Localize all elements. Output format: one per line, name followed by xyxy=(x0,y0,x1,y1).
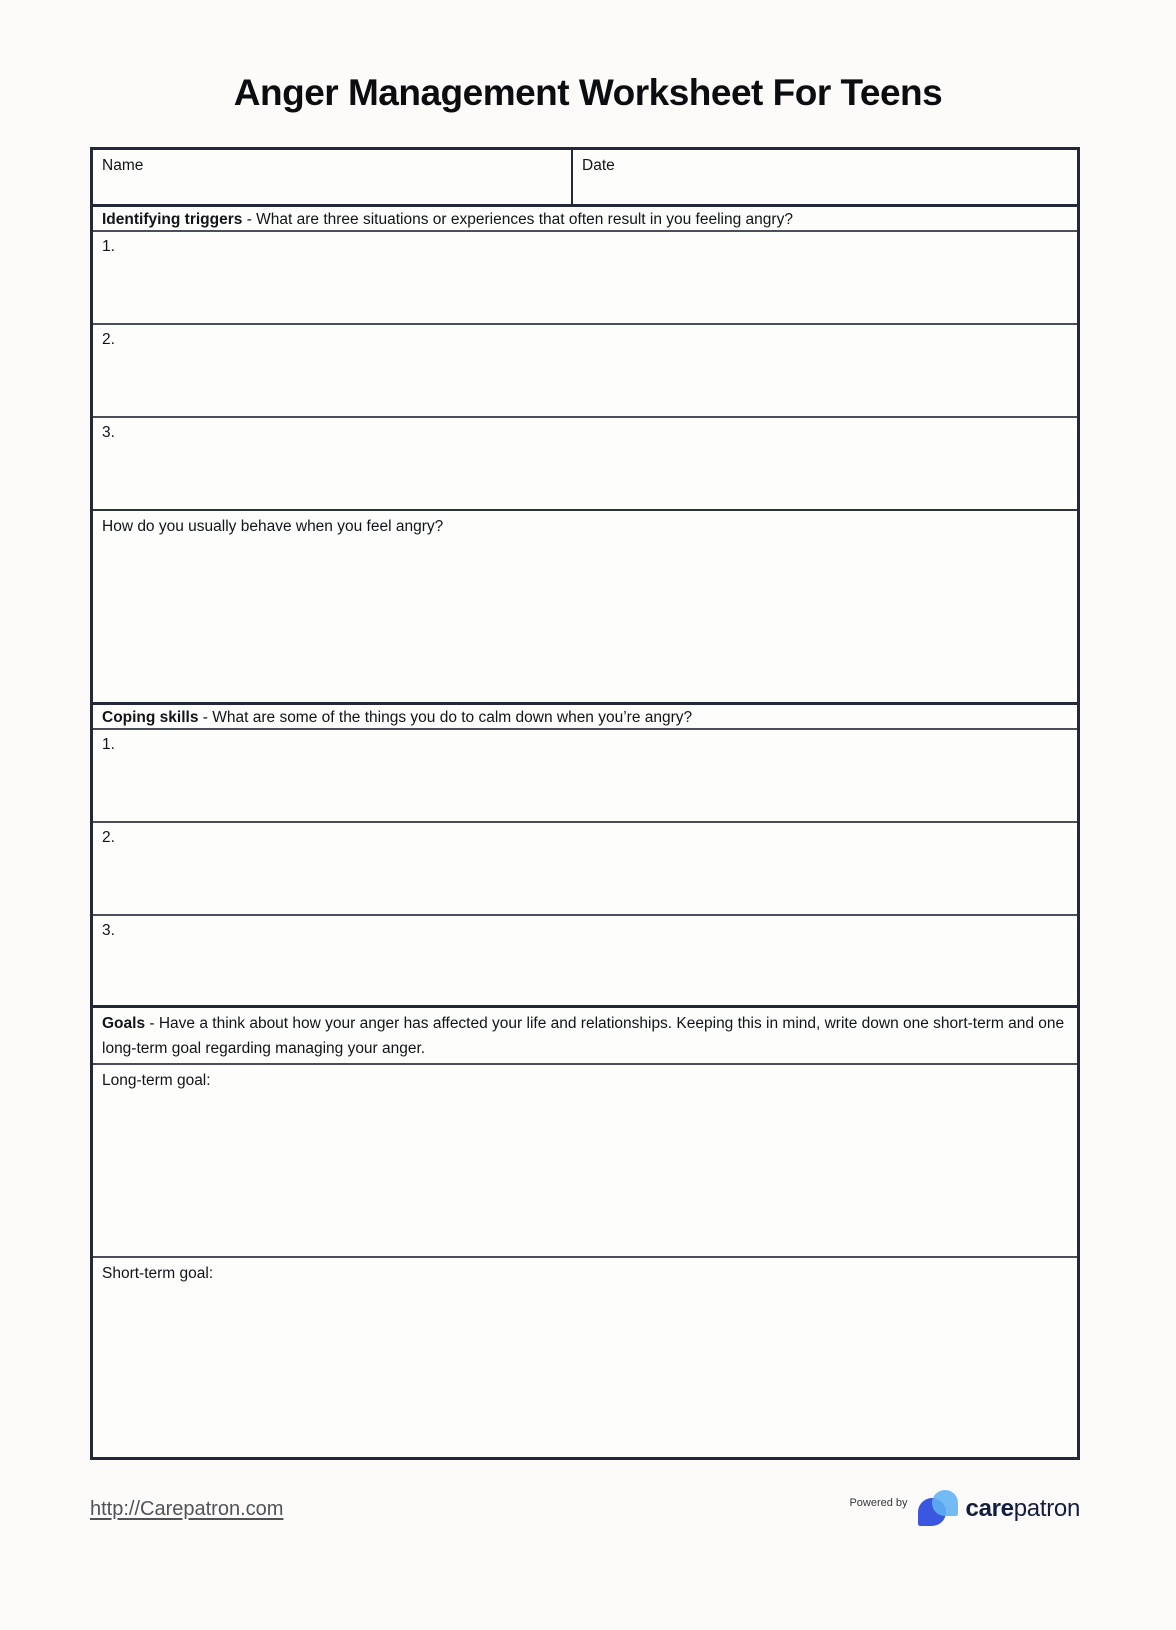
trigger-answer-3[interactable] xyxy=(93,416,1077,509)
carepatron-wordmark xyxy=(966,1495,1080,1523)
behavior-answer-area[interactable] xyxy=(93,509,1077,702)
goals-prompt: - Have a think about how your anger has affected your life and relationships. Keeping this in mind, write down one short-term and one long-term goal regarding managing your anger. xyxy=(102,1015,1065,1057)
identifying-triggers-prompt: - What are three situations or experiences that often result in you feeling angry? xyxy=(246,211,793,228)
name-field[interactable] xyxy=(93,150,573,204)
short-term-goal-area[interactable] xyxy=(93,1256,1077,1457)
long-term-goal-label: Long-term goal: xyxy=(102,1072,211,1089)
goals-heading: Goals xyxy=(102,1015,146,1032)
trigger-answer-1[interactable] xyxy=(93,230,1077,323)
date-field[interactable] xyxy=(573,150,1077,204)
trigger-answer-1-number: 1. xyxy=(102,238,115,255)
powered-by-label: Powered by xyxy=(849,1497,908,1509)
date-label: Date xyxy=(582,157,615,174)
goals-header xyxy=(93,1005,1077,1063)
coping-answer-1[interactable] xyxy=(93,728,1077,821)
identifying-triggers-header xyxy=(93,204,1077,230)
coping-skills-header xyxy=(93,702,1077,728)
coping-skills-prompt: - What are some of the things you do to calm down when you’re angry? xyxy=(202,709,693,726)
coping-answer-2[interactable] xyxy=(93,821,1077,914)
wordmark-care: care xyxy=(965,1495,1014,1522)
carepatron-logo-icon xyxy=(918,1490,960,1528)
carepatron-link[interactable]: http://Carepatron.com xyxy=(90,1498,284,1520)
coping-answer-3[interactable] xyxy=(93,914,1077,1005)
name-date-row xyxy=(93,150,1077,204)
trigger-answer-3-number: 3. xyxy=(102,424,115,441)
short-term-goal-label: Short-term goal: xyxy=(102,1265,214,1282)
coping-skills-heading: Coping skills xyxy=(102,709,199,726)
name-label: Name xyxy=(102,157,144,174)
footer-brand xyxy=(849,1490,1080,1528)
wordmark-patron: patron xyxy=(1013,1495,1080,1522)
logo-light-bubble-icon xyxy=(932,1490,958,1516)
trigger-answer-2-number: 2. xyxy=(102,331,115,348)
coping-answer-2-number: 2. xyxy=(102,829,115,846)
coping-answer-1-number: 1. xyxy=(102,736,115,753)
trigger-answer-2[interactable] xyxy=(93,323,1077,416)
worksheet-table xyxy=(90,147,1080,1460)
behavior-question: How do you usually behave when you feel angry? xyxy=(102,518,444,535)
coping-answer-3-number: 3. xyxy=(102,922,115,939)
identifying-triggers-heading: Identifying triggers xyxy=(102,211,243,228)
long-term-goal-area[interactable] xyxy=(93,1063,1077,1256)
page-title: Anger Management Worksheet For Teens xyxy=(233,72,943,113)
